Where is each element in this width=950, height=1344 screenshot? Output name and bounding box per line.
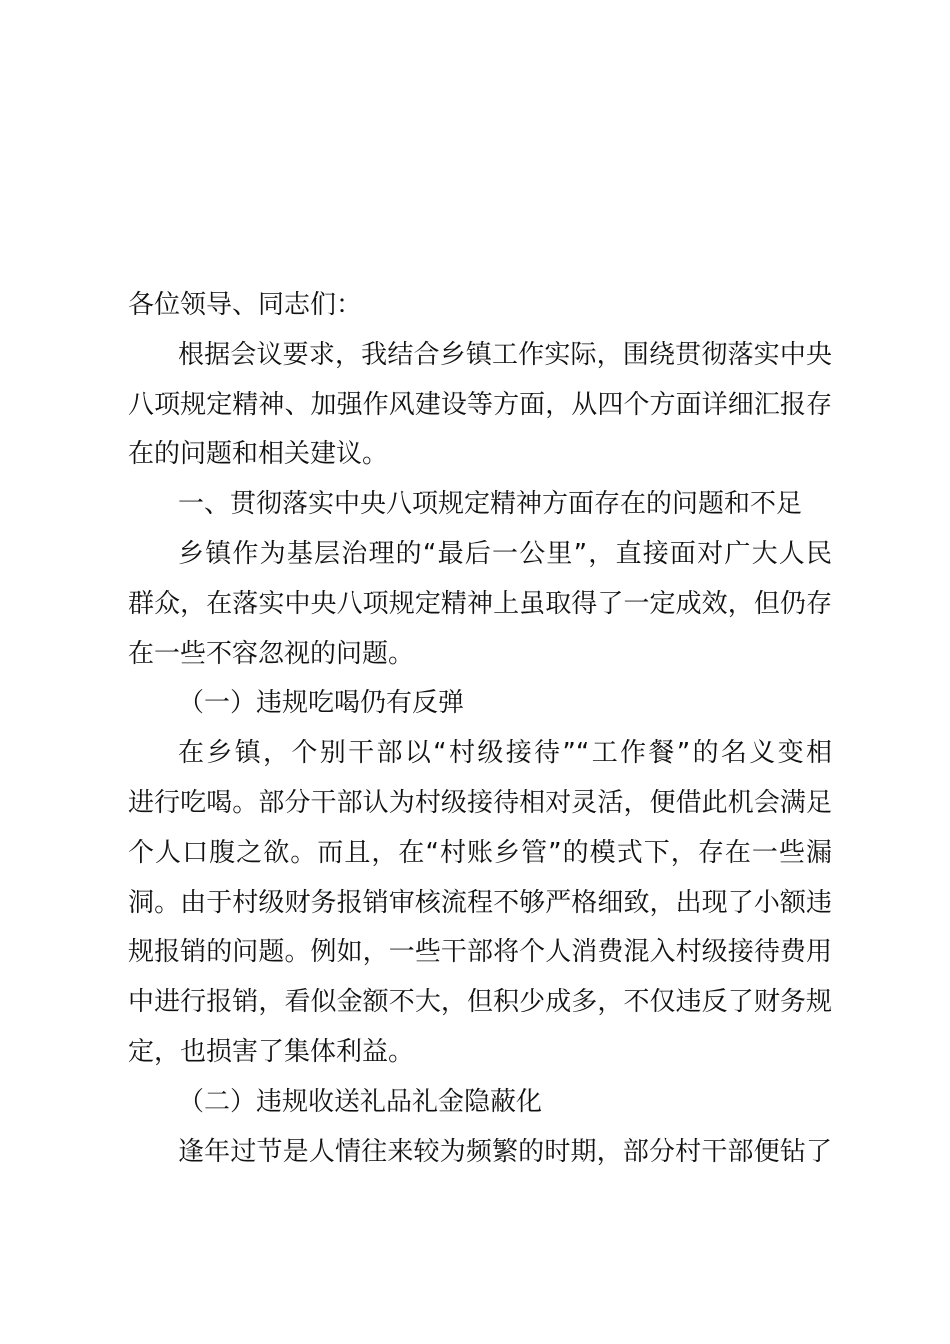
document-body bbox=[128, 281, 832, 1177]
subsection-heading-1: （一）违规吃喝仍有反弹 bbox=[178, 688, 465, 719]
subsection-heading-2: （二）违规收送礼品礼金隐蔽化 bbox=[178, 1086, 543, 1117]
salutation: 各位领导、同志们： bbox=[128, 290, 363, 320]
sub1-line-7: 定，也损害了集体利益。 bbox=[128, 1036, 415, 1067]
sub1-line-1: 在乡镇，个别干部以“村级接待”“工作餐”的名义变相 bbox=[178, 738, 832, 769]
intro-line-1: 根据会议要求，我结合乡镇工作实际，围绕贯彻落实中央 bbox=[178, 339, 832, 370]
sub1-line-2: 进行吃喝。部分干部认为村级接待相对灵活，便借此机会满足 bbox=[128, 787, 832, 818]
intro-line-2: 八项规定精神、加强作风建设等方面，从四个方面详细汇报存 bbox=[128, 389, 832, 420]
sub1-line-6: 中进行报销，看似金额不大，但积少成多，不仅违反了财务规 bbox=[128, 987, 832, 1018]
section1-line-3: 在一些不容忽视的问题。 bbox=[128, 638, 415, 669]
sub1-line-5: 规报销的问题。例如，一些干部将个人消费混入村级接待费用 bbox=[128, 937, 832, 968]
section-heading-1: 一、贯彻落实中央八项规定精神方面存在的问题和不足 bbox=[178, 489, 803, 520]
sub2-line-1: 逢年过节是人情往来较为频繁的时期，部分村干部便钻了 bbox=[178, 1136, 832, 1167]
sub1-line-4: 洞。由于村级财务报销审核流程不够严格细致，出现了小额违 bbox=[128, 887, 832, 918]
intro-line-3: 在的问题和相关建议。 bbox=[128, 439, 389, 470]
sub1-line-3: 个人口腹之欲。而且，在“村账乡管”的模式下，存在一些漏 bbox=[128, 837, 832, 868]
section1-line-1: 乡镇作为基层治理的“最后一公里”，直接面对广大人民 bbox=[178, 538, 832, 569]
section1-line-2: 群众，在落实中央八项规定精神上虽取得了一定成效，但仍存 bbox=[128, 588, 832, 619]
